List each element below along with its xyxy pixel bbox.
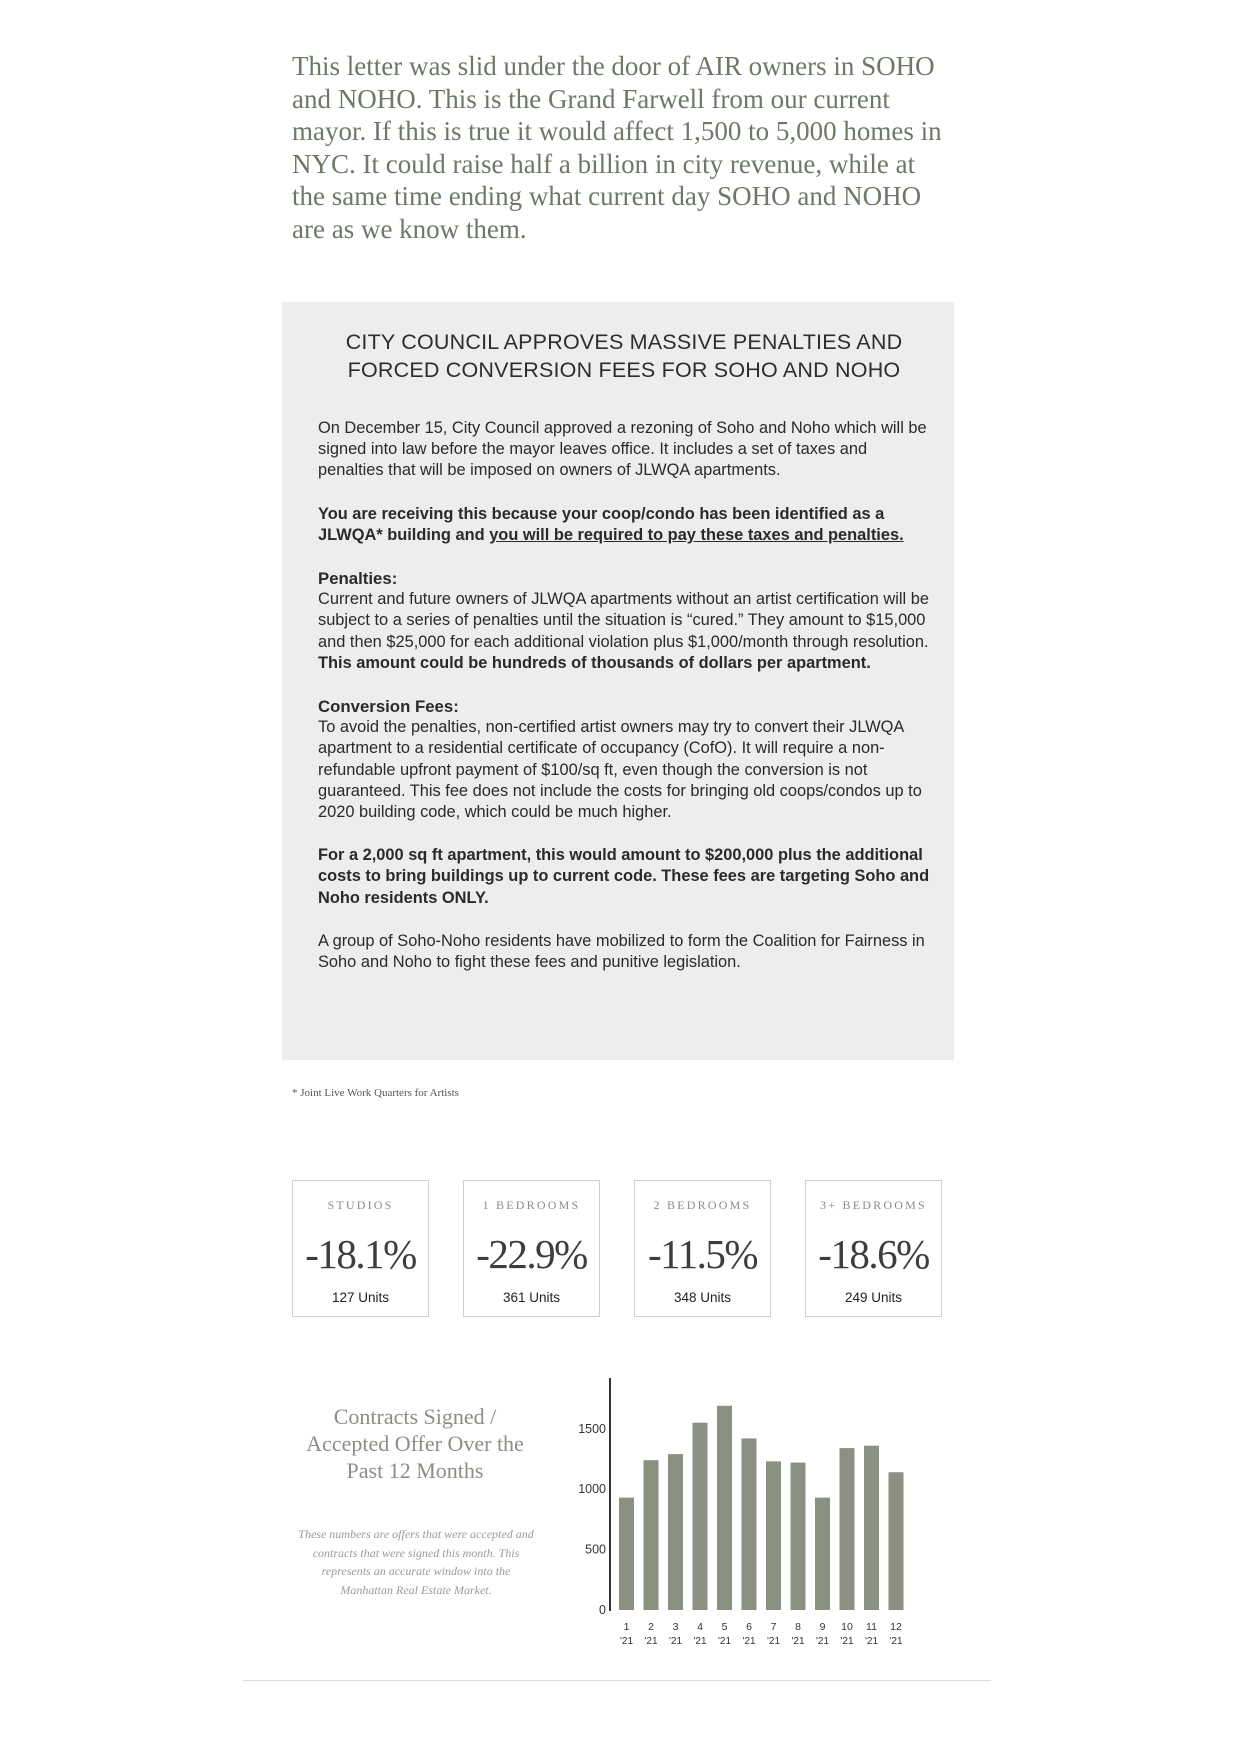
x-tick-year-label: '21	[644, 1636, 658, 1647]
x-tick-year-label: '21	[864, 1636, 879, 1647]
stat-label: 1 BEDROOMS	[482, 1198, 581, 1212]
bar-month-3	[668, 1454, 683, 1610]
stat-value: -18.1%	[305, 1231, 416, 1277]
x-tick-year-label: '21	[791, 1636, 805, 1647]
x-tick-label: 7	[770, 1621, 777, 1633]
conversion-text: To avoid the penalties, non-certified artist owners may try to convert their JLWQA apartment to a residential certificate of occupancy (CofO). It will require a non-refundable upfront payment of $100/sq ft, even though the conversion is not guaranteed. This fee does not include the costs for bringing old coops/condos up to 2020 building code, which could be much higher.	[318, 718, 922, 822]
x-tick-label: 1	[623, 1621, 630, 1633]
x-tick-label: 6	[746, 1621, 752, 1633]
chart-title: Contracts Signed / Accepted Offer Over the Past 12 Months	[306, 1404, 524, 1483]
bar-month-8	[791, 1463, 806, 1610]
x-tick-year-label: '21	[889, 1636, 903, 1647]
stat-card-1-bedrooms	[463, 1180, 600, 1317]
x-tick-label: 12	[890, 1621, 902, 1633]
y-tick-label: 500	[585, 1542, 606, 1557]
stat-units: 127 Units	[331, 1290, 390, 1305]
x-tick-year-label: '21	[693, 1636, 707, 1647]
letter-title-line1: CITY COUNCIL APPROVES MASSIVE PENALTIES AND	[345, 330, 903, 354]
stat-value: -18.6%	[818, 1231, 929, 1277]
stat-units: 361 Units	[502, 1290, 561, 1305]
bar-month-11	[864, 1446, 879, 1610]
x-tick-label: 9	[819, 1621, 826, 1633]
stat-card-3-plus-bedrooms	[805, 1180, 942, 1317]
x-tick-year-label: '21	[815, 1636, 830, 1647]
stat-card-2-bedrooms	[634, 1180, 771, 1317]
footnote: * Joint Live Work Quarters for Artists	[292, 1087, 459, 1099]
bar-month-5	[717, 1406, 732, 1610]
notice-underlined-text: you will be required to pay these taxes and penalties.	[489, 525, 904, 544]
bar-month-7	[766, 1461, 781, 1610]
x-tick-year-label: '21	[668, 1636, 683, 1647]
contracts-bar-chart	[560, 1372, 940, 1652]
y-tick-label: 0	[599, 1603, 606, 1617]
penalties-heading: Penalties:	[318, 569, 398, 589]
stat-units: 348 Units	[673, 1290, 732, 1305]
y-tick-label: 1000	[578, 1482, 606, 1497]
stat-label: 3+ BEDROOMS	[820, 1198, 927, 1212]
conversion-heading: Conversion Fees:	[318, 697, 459, 717]
bar-month-4	[693, 1423, 708, 1610]
letter-coalition-paragraph: A group of Soho-Noho residents have mobilized to form the Coalition for Fairness in Soho and Noho to fight these fees and punitive legislation.	[318, 931, 925, 972]
stat-label: STUDIOS	[327, 1198, 394, 1212]
bar-month-1	[619, 1498, 634, 1610]
x-tick-label: 5	[721, 1621, 728, 1633]
x-tick-year-label: '21	[840, 1636, 854, 1647]
notice-text: You are receiving this because your coop/condo has been identified as a JLWQA* building and	[318, 504, 885, 544]
scanned-letter	[282, 302, 954, 1060]
bar-month-9	[815, 1498, 830, 1610]
letter-title	[318, 328, 930, 384]
x-tick-year-label: '21	[742, 1636, 756, 1647]
stat-card-studios	[292, 1180, 429, 1317]
penalties-bold-text: This amount could be hundreds of thousands of dollars per apartment.	[318, 653, 871, 672]
letter-paragraph-intro: On December 15, City Council approved a rezoning of Soho and Noho which will be signed into law before the mayor leaves office. It includes a set of taxes and penalties that will be imposed on owners of JLWQA apartments.	[318, 419, 927, 480]
stat-value: -22.9%	[476, 1231, 587, 1277]
x-tick-year-label: '21	[619, 1636, 634, 1647]
letter-example-paragraph: For a 2,000 sq ft apartment, this would amount to $200,000 plus the additional costs to bring buildings up to current code. These fees are targeting Soho and Noho residents ONLY.	[318, 846, 930, 907]
penalties-text: Current and future owners of JLWQA apartments without an artist certification will be subject to a series of penalties until the situation is “cured.” They amount to $15,000 and then $25,000 for each additional violation plus $1,000/month through resolution.	[318, 590, 929, 651]
page-divider	[243, 1680, 991, 1681]
x-tick-label: 8	[795, 1621, 801, 1633]
chart-note: These numbers are offers that were accepted and contracts that were signed this month. This represents an accurate window into the Manhattan Real Estate Market.	[298, 1527, 534, 1597]
intro-text: This letter was slid under the door of AIR owners in SOHO and NOHO. This is the Grand Farwell from our current mayor. If this is true it would affect 1,500 to 5,000 homes in NYC. It could raise half a billion in city revenue, while at the same time ending what current day SOHO and NOHO are as we know them.	[292, 51, 942, 244]
letter-conversion-section	[318, 696, 930, 823]
letter-penalties-section	[318, 568, 930, 674]
x-tick-label: 4	[697, 1621, 703, 1633]
stat-label: 2 BEDROOMS	[653, 1198, 752, 1212]
stat-value: -11.5%	[647, 1231, 758, 1277]
y-tick-label: 1500	[578, 1421, 606, 1436]
x-tick-label: 3	[672, 1621, 679, 1633]
bar-month-6	[742, 1438, 757, 1610]
letter-title-line2: FORCED CONVERSION FEES FOR SOHO AND NOHO	[347, 358, 901, 382]
bar-month-2	[644, 1460, 659, 1610]
x-tick-year-label: '21	[766, 1636, 781, 1647]
bar-month-12	[889, 1472, 904, 1610]
x-tick-year-label: '21	[717, 1636, 732, 1647]
x-tick-label: 2	[648, 1621, 654, 1633]
bar-month-10	[840, 1448, 855, 1610]
letter-paragraph-notice	[318, 504, 930, 546]
stat-units: 249 Units	[844, 1290, 903, 1305]
x-tick-label: 10	[841, 1621, 853, 1633]
x-tick-label: 11	[866, 1621, 877, 1633]
